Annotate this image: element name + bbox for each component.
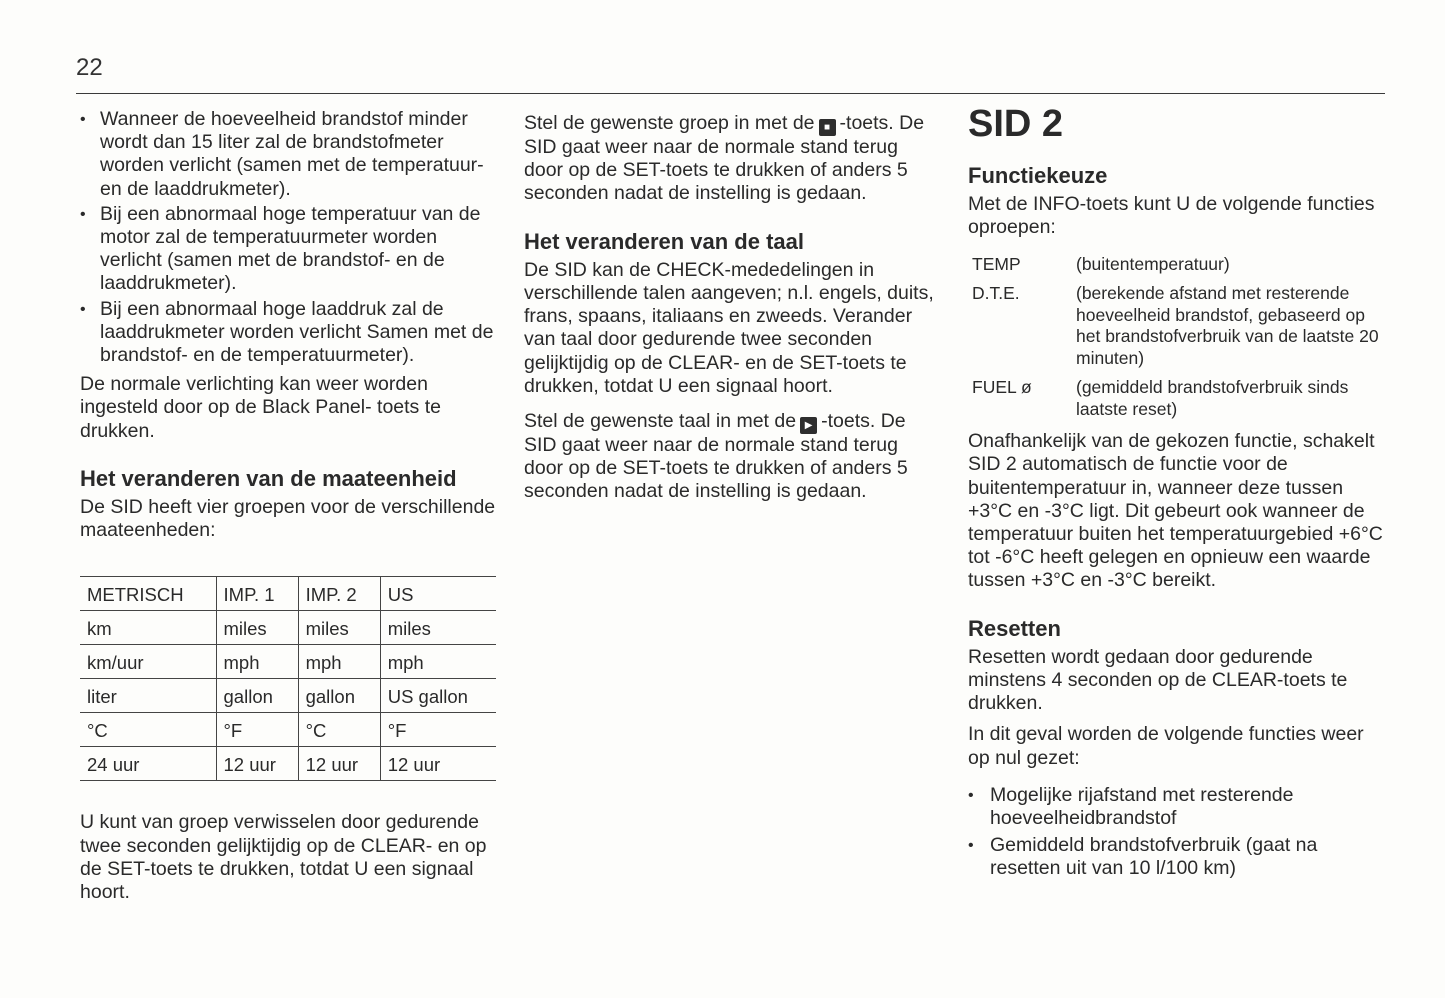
table-cell: liter (80, 679, 216, 713)
list-item: • Bij een abnormaal hoge temperatuur van de motor zal de temperatuurmeter worden verlicht (samen met de brandstof- en de laaddrukmeter). (80, 203, 500, 296)
units-paragraph: De SID heeft vier groepen voor de verschillende maateenheden: (80, 496, 496, 542)
table-cell: mph (380, 645, 496, 679)
list-item (972, 254, 1388, 276)
group-set-text-a: Stel de gewenste groep in met de (524, 112, 815, 134)
list-item: • Mogelijke rijafstand met resterende hoeveelheidbrandstof (968, 784, 1388, 830)
reset-light-paragraph: De normale verlichting kan weer worden ingesteld door op de Black Panel- toets te drukken. (80, 373, 441, 442)
table-cell: km (80, 611, 216, 645)
language-heading: Het veranderen van de taal (524, 228, 805, 254)
function-desc: (buitentemperatuur) (1076, 253, 1230, 274)
list-item (972, 283, 1388, 369)
table-cell: METRISCH (80, 577, 216, 611)
table-cell: IMP. 2 (298, 577, 380, 611)
reset-list (968, 784, 1388, 881)
table-cell: gallon (216, 679, 298, 713)
warning-list (80, 108, 500, 367)
group-set-text-b: -toets. De SID gaat weer naar de normale stand terug door op de SET-toets te drukken of anders 5 seconden nadat de instelling is gedaan. (524, 112, 925, 205)
table-cell: km/uur (80, 645, 216, 679)
column-left (80, 108, 500, 912)
list-item (972, 377, 1388, 420)
language-set-text-b: -toets. De SID gaat weer naar de normale stand terug door op de SET-toets te drukken of anders 5 seconden nadat de instelling is gedaan. (524, 410, 908, 503)
table-row (80, 645, 496, 679)
table-cell: °C (80, 713, 216, 747)
table-row (80, 577, 496, 611)
reset-list-intro: In dit geval worden de volgende functies weer op nul gezet: (968, 723, 1364, 769)
table-cell: °F (380, 713, 496, 747)
units-table (80, 576, 496, 781)
table-cell: miles (380, 611, 496, 645)
units-heading: Het veranderen van de maateenheid (80, 465, 457, 491)
table-cell: US (380, 577, 496, 611)
table-cell: IMP. 1 (216, 577, 298, 611)
column-right (968, 102, 1388, 887)
table-cell: 12 uur (216, 747, 298, 781)
function-desc: (berekende afstand met resterende hoeveelheid brandstof, gebaseerd op het brandstofverbruik van de laatste 20 minuten) (1076, 283, 1379, 368)
table-row (80, 679, 496, 713)
section-title: SID 2 (968, 103, 1064, 145)
table-cell: miles (216, 611, 298, 645)
square-button-icon: ■ (819, 119, 836, 136)
table-row (80, 747, 496, 781)
function-key: TEMP (972, 253, 1021, 274)
functions-paragraph: Met de INFO-toets kunt U de volgende functies oproepen: (968, 193, 1375, 239)
function-desc: (gemiddeld brandstofverbruik sinds laatste reset) (1076, 377, 1349, 419)
table-cell: 24 uur (80, 747, 216, 781)
group-set-paragraph (524, 112, 939, 206)
table-cell: °F (216, 713, 298, 747)
page-number: 22 (76, 54, 103, 81)
reset-paragraph: Resetten wordt gedaan door gedurende minstens 4 seconden op de CLEAR-toets te drukken. (968, 645, 1348, 715)
table-cell: 12 uur (380, 747, 496, 781)
language-set-paragraph (524, 410, 939, 504)
function-key: FUEL ø (972, 377, 1032, 398)
column-middle (524, 112, 939, 512)
table-cell: gallon (298, 679, 380, 713)
switch-paragraph: U kunt van groep verwisselen door gedurende twee seconden gelijktijdig op de CLEAR- en op de SET-toets te drukken, totdat U een signaal hoort. (80, 811, 487, 904)
functions-list (972, 254, 1388, 421)
function-key: D.T.E. (972, 283, 1020, 304)
table-cell: US gallon (380, 679, 496, 713)
play-button-icon: ▶ (800, 417, 817, 434)
table-cell: 12 uur (298, 747, 380, 781)
functions-heading: Functiekeuze (968, 163, 1108, 188)
table-cell: mph (216, 645, 298, 679)
table-row (80, 611, 496, 645)
table-cell: °C (298, 713, 380, 747)
table-cell: miles (298, 611, 380, 645)
reset-heading: Resetten (968, 615, 1061, 641)
auto-temp-paragraph: Onafhankelijk van de gekozen functie, schakelt SID 2 automatisch de functie voor de buitentemperatuur in, wanneer deze tussen +3°C en -3°C ligt. Dit gebeurt ook wanneer de temperatuur buiten het temperatuurgebied +6°C tot -6°C heeft gelegen en opnieuw een waarde tussen +3°C en -3°C bereikt. (968, 430, 1383, 592)
language-set-text-a: Stel de gewenste taal in met de (524, 410, 797, 433)
header-rule (76, 93, 1385, 94)
list-item: • Wanneer de hoeveelheid brandstof minder wordt dan 15 liter zal de brandstofmeter worden verlicht (samen met de temperatuur- en de laaddrukmeter). (80, 108, 500, 201)
table-cell: mph (298, 645, 380, 679)
table-row (80, 713, 496, 747)
list-item: • Bij een abnormaal hoge laaddruk zal de laaddrukmeter worden verlicht Samen met de brandstof- en de temperatuurmeter). (80, 298, 500, 368)
language-paragraph: De SID kan de CHECK-mededelingen in verschillende talen aangeven; n.l. engels, duits, frans, spaans, italiaans en zweeds. Verander van taal door gedurende twee seconden gelijktijdig op de CLEAR- en de SET-toets te drukken, totdat U een signaal hoort. (524, 258, 934, 397)
list-item: • Gemiddeld brandstofverbruik (gaat na resetten uit van 10 l/100 km) (968, 834, 1388, 880)
